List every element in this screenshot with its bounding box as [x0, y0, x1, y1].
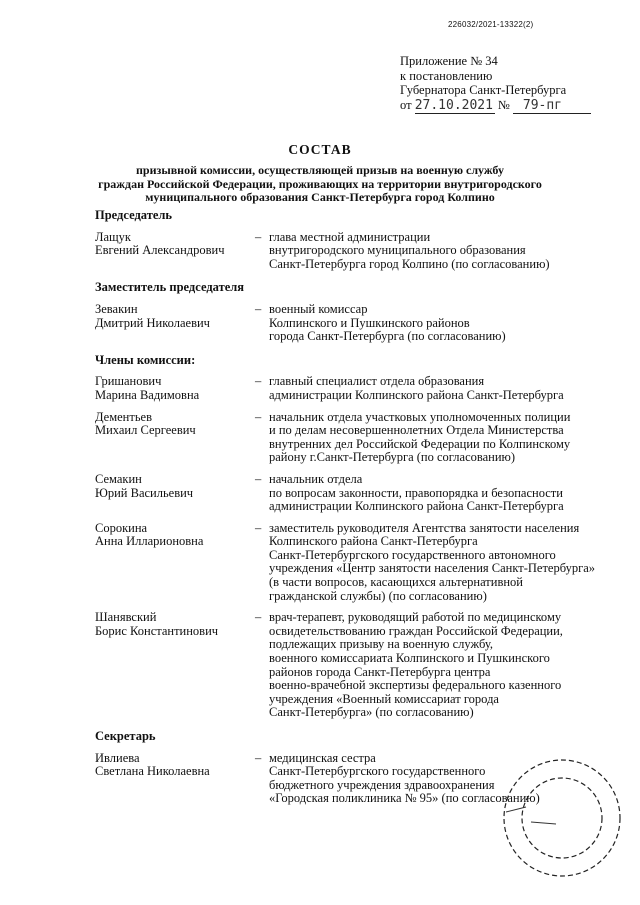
member-role [269, 375, 605, 402]
member-role-line: подлежащих призыву на военную службу, [269, 637, 493, 652]
member-name-column [95, 411, 255, 465]
member-role-line: Колпинского района Санкт-Петербурга [269, 534, 478, 549]
member-role-line: города Санкт-Петербурга (по согласованию) [269, 329, 506, 344]
member-role-line: по вопросам законности, правопорядка и безопасности [269, 485, 563, 500]
role-dash: – [255, 374, 262, 389]
member-given-name: Борис Константинович [95, 623, 219, 638]
appendix-block [400, 54, 591, 114]
member-name-column [95, 375, 255, 402]
member-given-name: Дмитрий Николаевич [95, 315, 210, 330]
section-title: Заместитель председателя [95, 280, 245, 295]
member-role-line: гражданской службы) (по согласованию) [269, 588, 487, 603]
member-role-line: врач-терапевт, руководящий работой по медицинскому [269, 610, 562, 625]
member-name-column [95, 752, 255, 806]
member-given-name: Светлана Николаевна [95, 764, 210, 779]
member-role [269, 411, 605, 465]
member-role-line: внутригородского муниципального образования [269, 243, 526, 258]
member-surname: Сорокина [95, 520, 148, 535]
member-role [269, 473, 605, 514]
member-role [269, 303, 605, 344]
member-surname: Семакин [95, 471, 142, 486]
member-role-line: бюджетного учреждения здравоохранения [269, 777, 495, 792]
member-name-column [95, 611, 255, 720]
member-role [269, 231, 605, 272]
member-surname: Лащук [95, 229, 131, 244]
member-surname: Гришанович [95, 374, 162, 389]
heading-line-3: муниципального образования Санкт-Петербурга город Колпино [145, 190, 495, 204]
member-name-column [95, 303, 255, 344]
appendix-line-3: Губернатора Санкт-Петербурга [400, 83, 567, 97]
member-role-line: администрации Колпинского района Санкт-Петербурга [269, 499, 564, 514]
document-title: СОСТАВ [288, 142, 352, 157]
member-name-column [95, 473, 255, 514]
role-dash: – [255, 301, 262, 316]
section-title: Секретарь [95, 729, 156, 743]
member-role-line: (в части вопросов, касающихся альтернативной [269, 575, 523, 590]
role-dash: – [255, 610, 262, 625]
member-surname: Зевакин [95, 301, 138, 316]
role-dash: – [255, 471, 262, 486]
member-role-line: начальник отдела участковых уполномоченных полиции [269, 409, 571, 424]
member-given-name: Марина Вадимовна [95, 387, 200, 402]
member-name-column [95, 231, 255, 272]
member-surname: Дементьев [95, 409, 152, 424]
member-role-line: Санкт-Петербурга» (по согласованию) [269, 705, 474, 720]
member-surname: Ивлиева [95, 750, 140, 765]
member-given-name: Михаил Сергеевич [95, 423, 196, 438]
member-role-line: военно-врачебной экспертизы федерального казенного [269, 678, 562, 693]
role-dash: – [255, 409, 262, 424]
member-role-line: Колпинского и Пушкинского районов [269, 315, 470, 330]
member-role-line: глава местной администрации [269, 229, 431, 244]
heading-line-1: призывной комиссии, осуществляющей призыв на военную службу [136, 163, 504, 177]
member-role-line: Санкт-Петербурга город Колпино (по согласованию) [269, 256, 550, 271]
member-role [269, 611, 605, 720]
decree-date: 27.10.2021 [414, 97, 493, 113]
commission-list [95, 209, 605, 806]
heading-line-2: граждан Российской Федерации, проживающих на территории внутригородского [98, 176, 542, 191]
member-role-line: Санкт-Петербургского государственного автономного [269, 547, 556, 562]
member-row [95, 522, 605, 604]
appendix-line-2: к постановлению [400, 68, 493, 83]
member-role [269, 522, 605, 604]
member-role-line: внутренних дел Российской Федерации по Колпинскому [269, 436, 571, 451]
member-role-line: «Городская поликлиника № 95» (по согласованию) [269, 791, 540, 806]
document-id: 226032/2021-13322(2) [448, 20, 534, 29]
member-row [95, 303, 605, 344]
member-row [95, 611, 605, 720]
member-role-line: начальник отдела [269, 471, 363, 486]
member-role-line: и по делам несовершеннолетних Отдела Министерства [269, 423, 564, 438]
member-row [95, 375, 605, 402]
date-prefix: от [400, 97, 412, 112]
member-role-line: учреждения «Военный комиссариат города [269, 691, 499, 706]
member-role-line: освидетельствованию граждан Российской Федерации, [269, 623, 563, 638]
member-role-line: районов города Санкт-Петербурга центра [269, 664, 491, 679]
number-sign: № [497, 97, 510, 112]
member-role-line: главный специалист отдела образования [269, 374, 485, 389]
member-row [95, 411, 605, 465]
member-role-line: району г.Санкт-Петербурга (по согласованию) [269, 450, 516, 465]
member-role-line: администрации Колпинского района Санкт-Петербурга [269, 387, 564, 402]
section-title: Члены комиссии: [95, 352, 196, 367]
appendix-date-line [400, 98, 591, 115]
member-role-line: заместитель руководителя Агентства занятости населения [269, 520, 580, 535]
member-given-name: Юрий Васильевич [95, 485, 194, 500]
member-row [95, 231, 605, 272]
member-given-name: Анна Илларионовна [95, 534, 204, 549]
decree-number: 79-пг [513, 99, 591, 115]
section-title: Председатель [95, 208, 173, 222]
appendix-line-1: Приложение № 34 [400, 54, 498, 68]
seal-stamp-icon [496, 752, 628, 884]
member-role-line: медицинская сестра [269, 750, 376, 765]
member-role-line: военный комиссар [269, 301, 368, 316]
member-role-line: Санкт-Петербургского государственного [269, 764, 486, 779]
member-given-name: Евгений Александрович [95, 243, 225, 258]
member-role-line: военного комиссариата Колпинского и Пушкинского [269, 651, 550, 666]
role-dash: – [255, 229, 262, 244]
member-row [95, 473, 605, 514]
document-heading [60, 142, 580, 205]
member-surname: Шанявский [95, 610, 157, 625]
member-role-line: учреждения «Центр занятости населения Санкт-Петербурга» [269, 561, 596, 576]
role-dash: – [255, 520, 262, 535]
role-dash: – [255, 750, 262, 765]
member-name-column [95, 522, 255, 604]
